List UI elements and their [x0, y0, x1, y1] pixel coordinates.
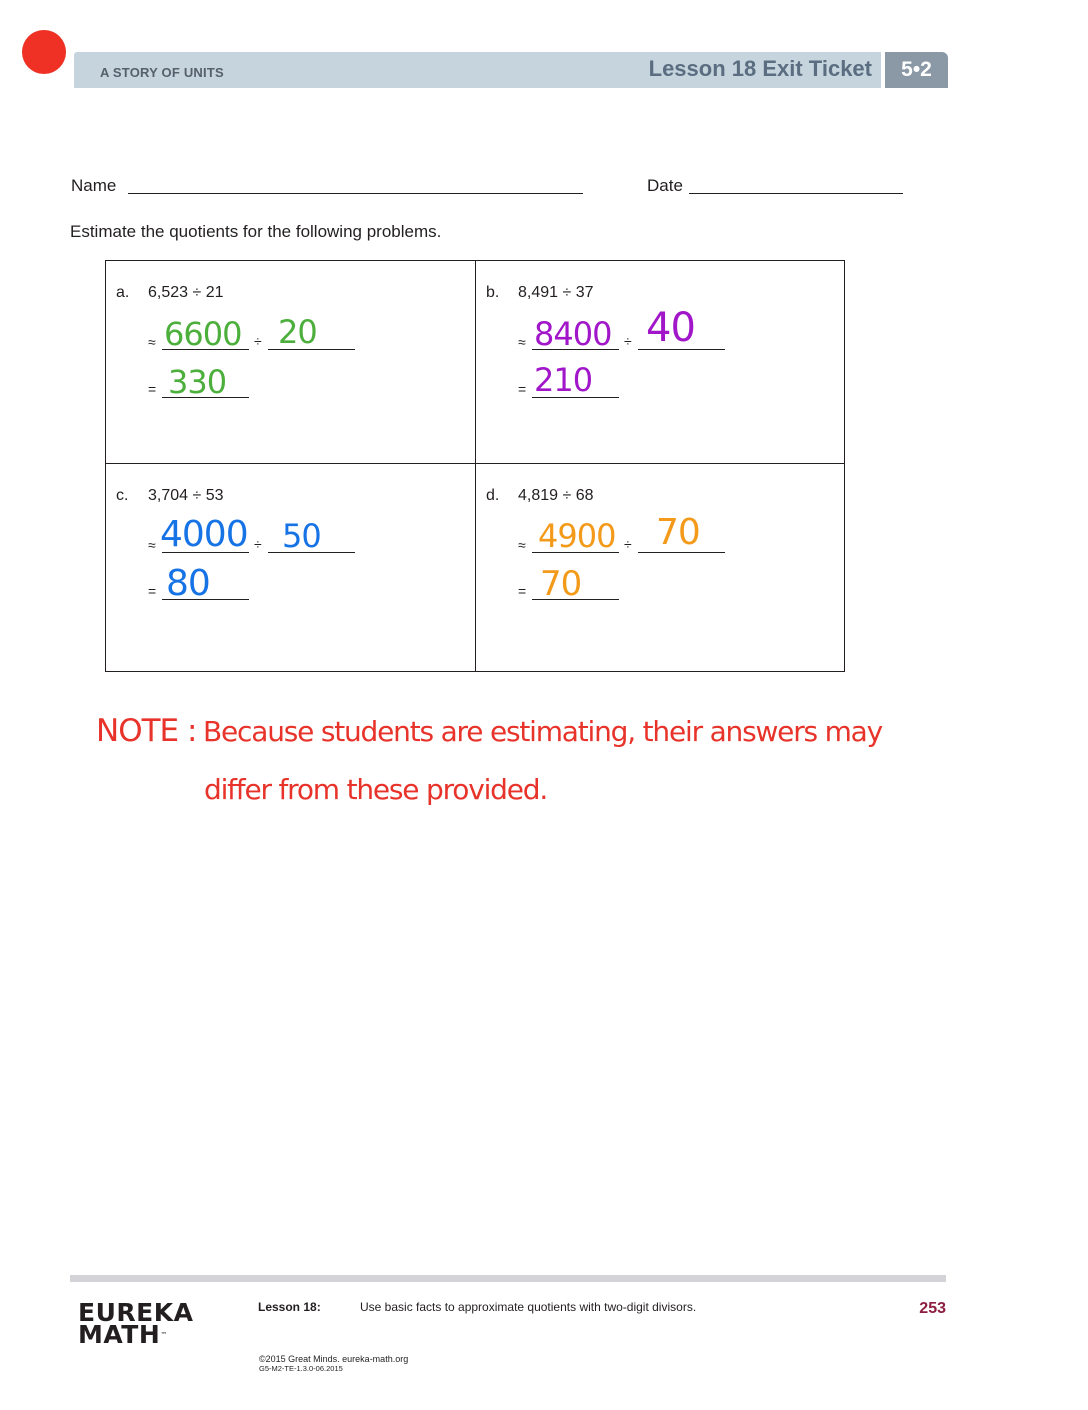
- date-line[interactable]: [689, 193, 903, 194]
- problem-expression: 3,704 ÷ 53: [148, 487, 224, 504]
- lesson-title: Lesson 18 Exit Ticket: [648, 56, 872, 81]
- date-label: Date: [647, 176, 683, 195]
- approx-symbol: ≈: [148, 334, 156, 350]
- note-line-2: differ from these provided.: [204, 773, 548, 806]
- page-number: 253: [919, 1300, 946, 1317]
- footer-lesson-description: Use basic facts to approximate quotients with two-digit divisors.: [360, 1300, 697, 1314]
- problem-label: b.: [486, 284, 500, 301]
- handwritten-answer: 70: [540, 564, 582, 604]
- handwritten-dividend: 4900: [538, 517, 616, 555]
- copyright: ©2015 Great Minds. eureka-math.org: [259, 1354, 409, 1364]
- name-line[interactable]: [128, 193, 583, 194]
- note-line-1: Because students are estimating, their answers may: [203, 715, 883, 748]
- equals-symbol: =: [148, 381, 157, 397]
- handwritten-answer: 210: [534, 361, 593, 399]
- handwritten-divisor: 20: [278, 313, 317, 351]
- problem-expression: 8,491 ÷ 37: [518, 284, 594, 301]
- divide-symbol: ÷: [624, 333, 632, 349]
- footer-rule: [70, 1275, 946, 1282]
- logo-line-2: MATH: [78, 1320, 161, 1349]
- problem-label: a.: [116, 284, 130, 301]
- name-label: Name: [71, 176, 117, 195]
- handwritten-answer: 80: [166, 563, 210, 604]
- series-title: A STORY OF UNITS: [100, 65, 224, 80]
- approx-symbol: ≈: [518, 537, 526, 553]
- handwritten-divisor: 40: [646, 305, 695, 351]
- grade-module-tab: 5•2: [885, 52, 948, 88]
- logo-line-1: EUREKA: [78, 1298, 194, 1327]
- approx-symbol: ≈: [148, 537, 156, 553]
- equals-symbol: =: [518, 583, 527, 599]
- handwritten-answer: 330: [168, 363, 227, 401]
- approx-symbol: ≈: [518, 334, 526, 350]
- handwritten-dividend: 6600: [164, 315, 242, 353]
- divide-symbol: ÷: [254, 536, 262, 552]
- equals-symbol: =: [148, 583, 157, 599]
- handwritten-divisor: 50: [282, 517, 321, 555]
- red-dot-marker: [22, 30, 66, 74]
- problem-expression: 6,523 ÷ 21: [148, 284, 224, 301]
- divide-symbol: ÷: [624, 536, 632, 552]
- handwritten-dividend: 4000: [160, 514, 248, 555]
- note-prefix: NOTE :: [96, 713, 197, 749]
- handwritten-divisor: 70: [656, 512, 700, 553]
- grid-horizontal-divider: [105, 463, 845, 464]
- grid-vertical-divider: [475, 260, 476, 672]
- divide-symbol: ÷: [254, 333, 262, 349]
- problem-label: d.: [486, 487, 500, 504]
- logo-trademark: ™: [160, 1331, 168, 1339]
- eureka-math-logo: [78, 1298, 194, 1349]
- footer-lesson-label: Lesson 18:: [258, 1300, 321, 1314]
- instructions: Estimate the quotients for the following problems.: [70, 222, 442, 241]
- handwritten-dividend: 8400: [534, 315, 612, 353]
- problem-label: c.: [116, 487, 129, 504]
- document-code: G5-M2-TE-1.3.0-06.2015: [259, 1364, 343, 1373]
- equals-symbol: =: [518, 381, 527, 397]
- problem-expression: 4,819 ÷ 68: [518, 487, 594, 504]
